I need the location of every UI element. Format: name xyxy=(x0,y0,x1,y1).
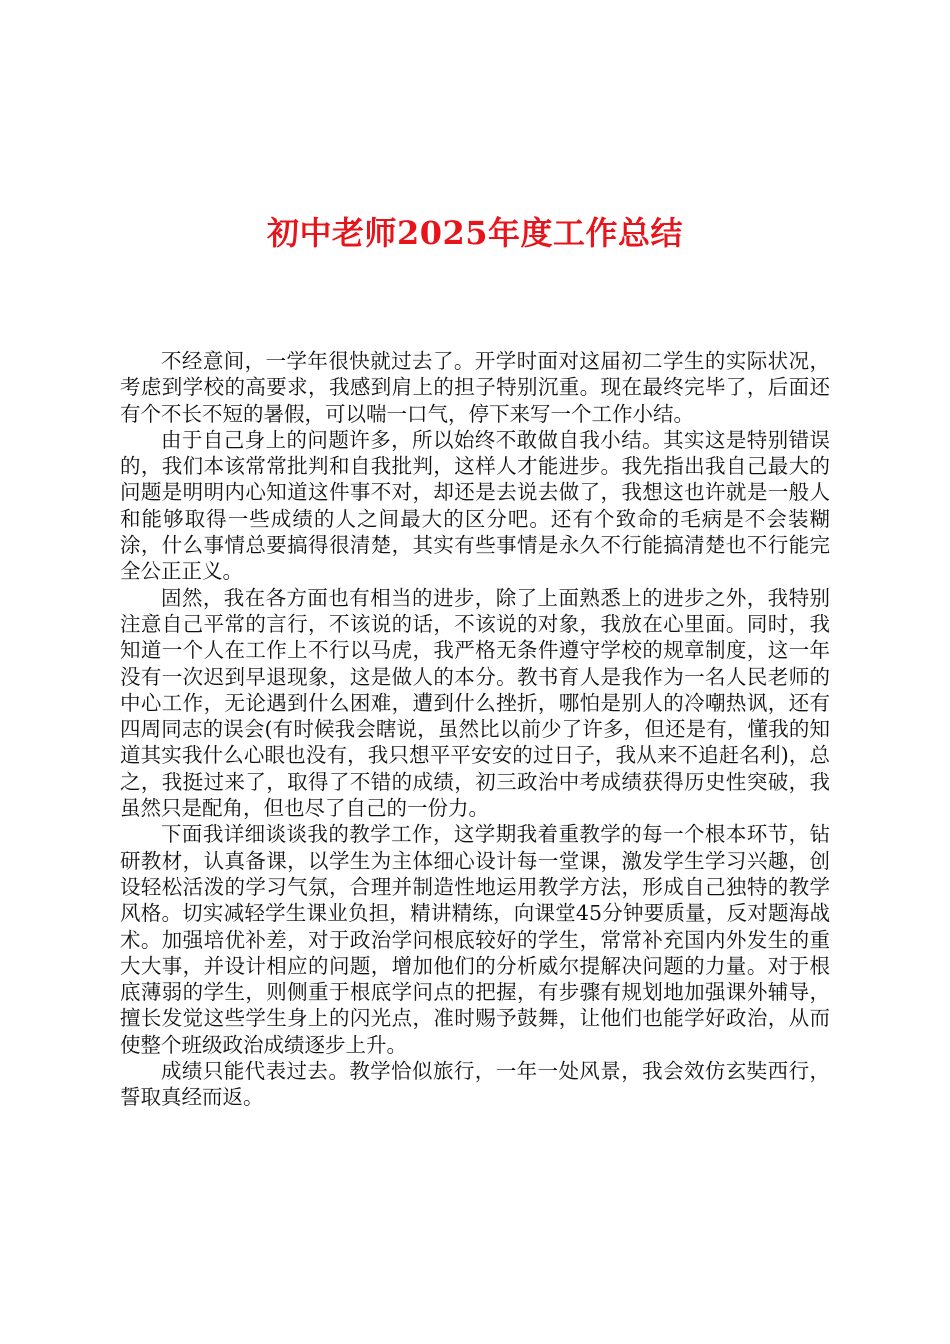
document-title: 初中老师2025年度工作总结 xyxy=(266,214,684,252)
paragraph-2: 由于自己身上的问题许多，所以始终不敢做自我小结。其实这是特别错误的，我们本该常常批判和自我批判，这样人才能进步。我先指出我自己最大的问题是明明内心知道这件事不对，却还是去说去做了，我想这也许就是一般人和能够取得一些成绩的人之间最大的区分吧。还有个致命的毛病是不会装糊涂，什么事情总要搞得很清楚，其实有些事情是永久不行能搞清楚也不行能完全公正正义。 xyxy=(120,427,830,584)
paragraph-4: 下面我详细谈谈我的教学工作，这学期我着重教学的每一个根本环节，钻研教材，认真备课，以学生为主体细心设计每一堂课，激发学生学习兴趣，创设轻松活泼的学习气氛，合理并制造性地运用教学方法，形成自己独特的教学风格。切实减轻学生课业负担，精讲精练，向课堂45分钟要质量，反对题海战术。加强培优补差，对于政治学问根底较好的学生，常常补充国内外发生的重大大事，并设计相应的问题，增加他们的分析威尔提解决问题的力量。对于根底薄弱的学生，则侧重于根底学问点的把握，有步骤有规划地加强课外辅导，擅长发觉这些学生身上的闪光点，准时赐予鼓舞，让他们也能学好政治，从而使整个班级政治成绩逐步上升。 xyxy=(120,822,830,1057)
paragraph-1: 不经意间，一学年很快就过去了。开学时面对这届初二学生的实际状况，考虑到学校的高要求，我感到肩上的担子特别沉重。现在最终完毕了，后面还有个不长不短的暑假，可以喘一口气，停下来写一个工作小结。 xyxy=(120,349,830,426)
paragraph-5: 成绩只能代表过去。教学恰似旅行，一年一处风景，我会效仿玄奘西行，誓取真经而返。 xyxy=(120,1059,830,1110)
document-body xyxy=(120,348,830,1111)
paragraph-3: 固然，我在各方面也有相当的进步，除了上面熟悉上的进步之外，我特别注意自己平常的言行，不该说的话，不该说的对象，我放在心里面。同时，我知道一个人在工作上不行以马虎，我严格无条件遵守学校的规章制度，这一年没有一次迟到早退现象，这是做人的本分。教书育人是我作为一名人民老师的中心工作，无论遇到什么困难，遭到什么挫折，哪怕是别人的冷嘲热讽，还有四周同志的误会(有时候我会瞎说，虽然比以前少了许多，但还是有，懂我的知道其实我什么心眼也没有，我只想平平安安的过日子，我从来不追赶名利)，总之，我挺过来了，取得了不错的成绩，初三政治中考成绩获得历史性突破，我虽然只是配角，但也尽了自己的一份力。 xyxy=(120,585,830,821)
